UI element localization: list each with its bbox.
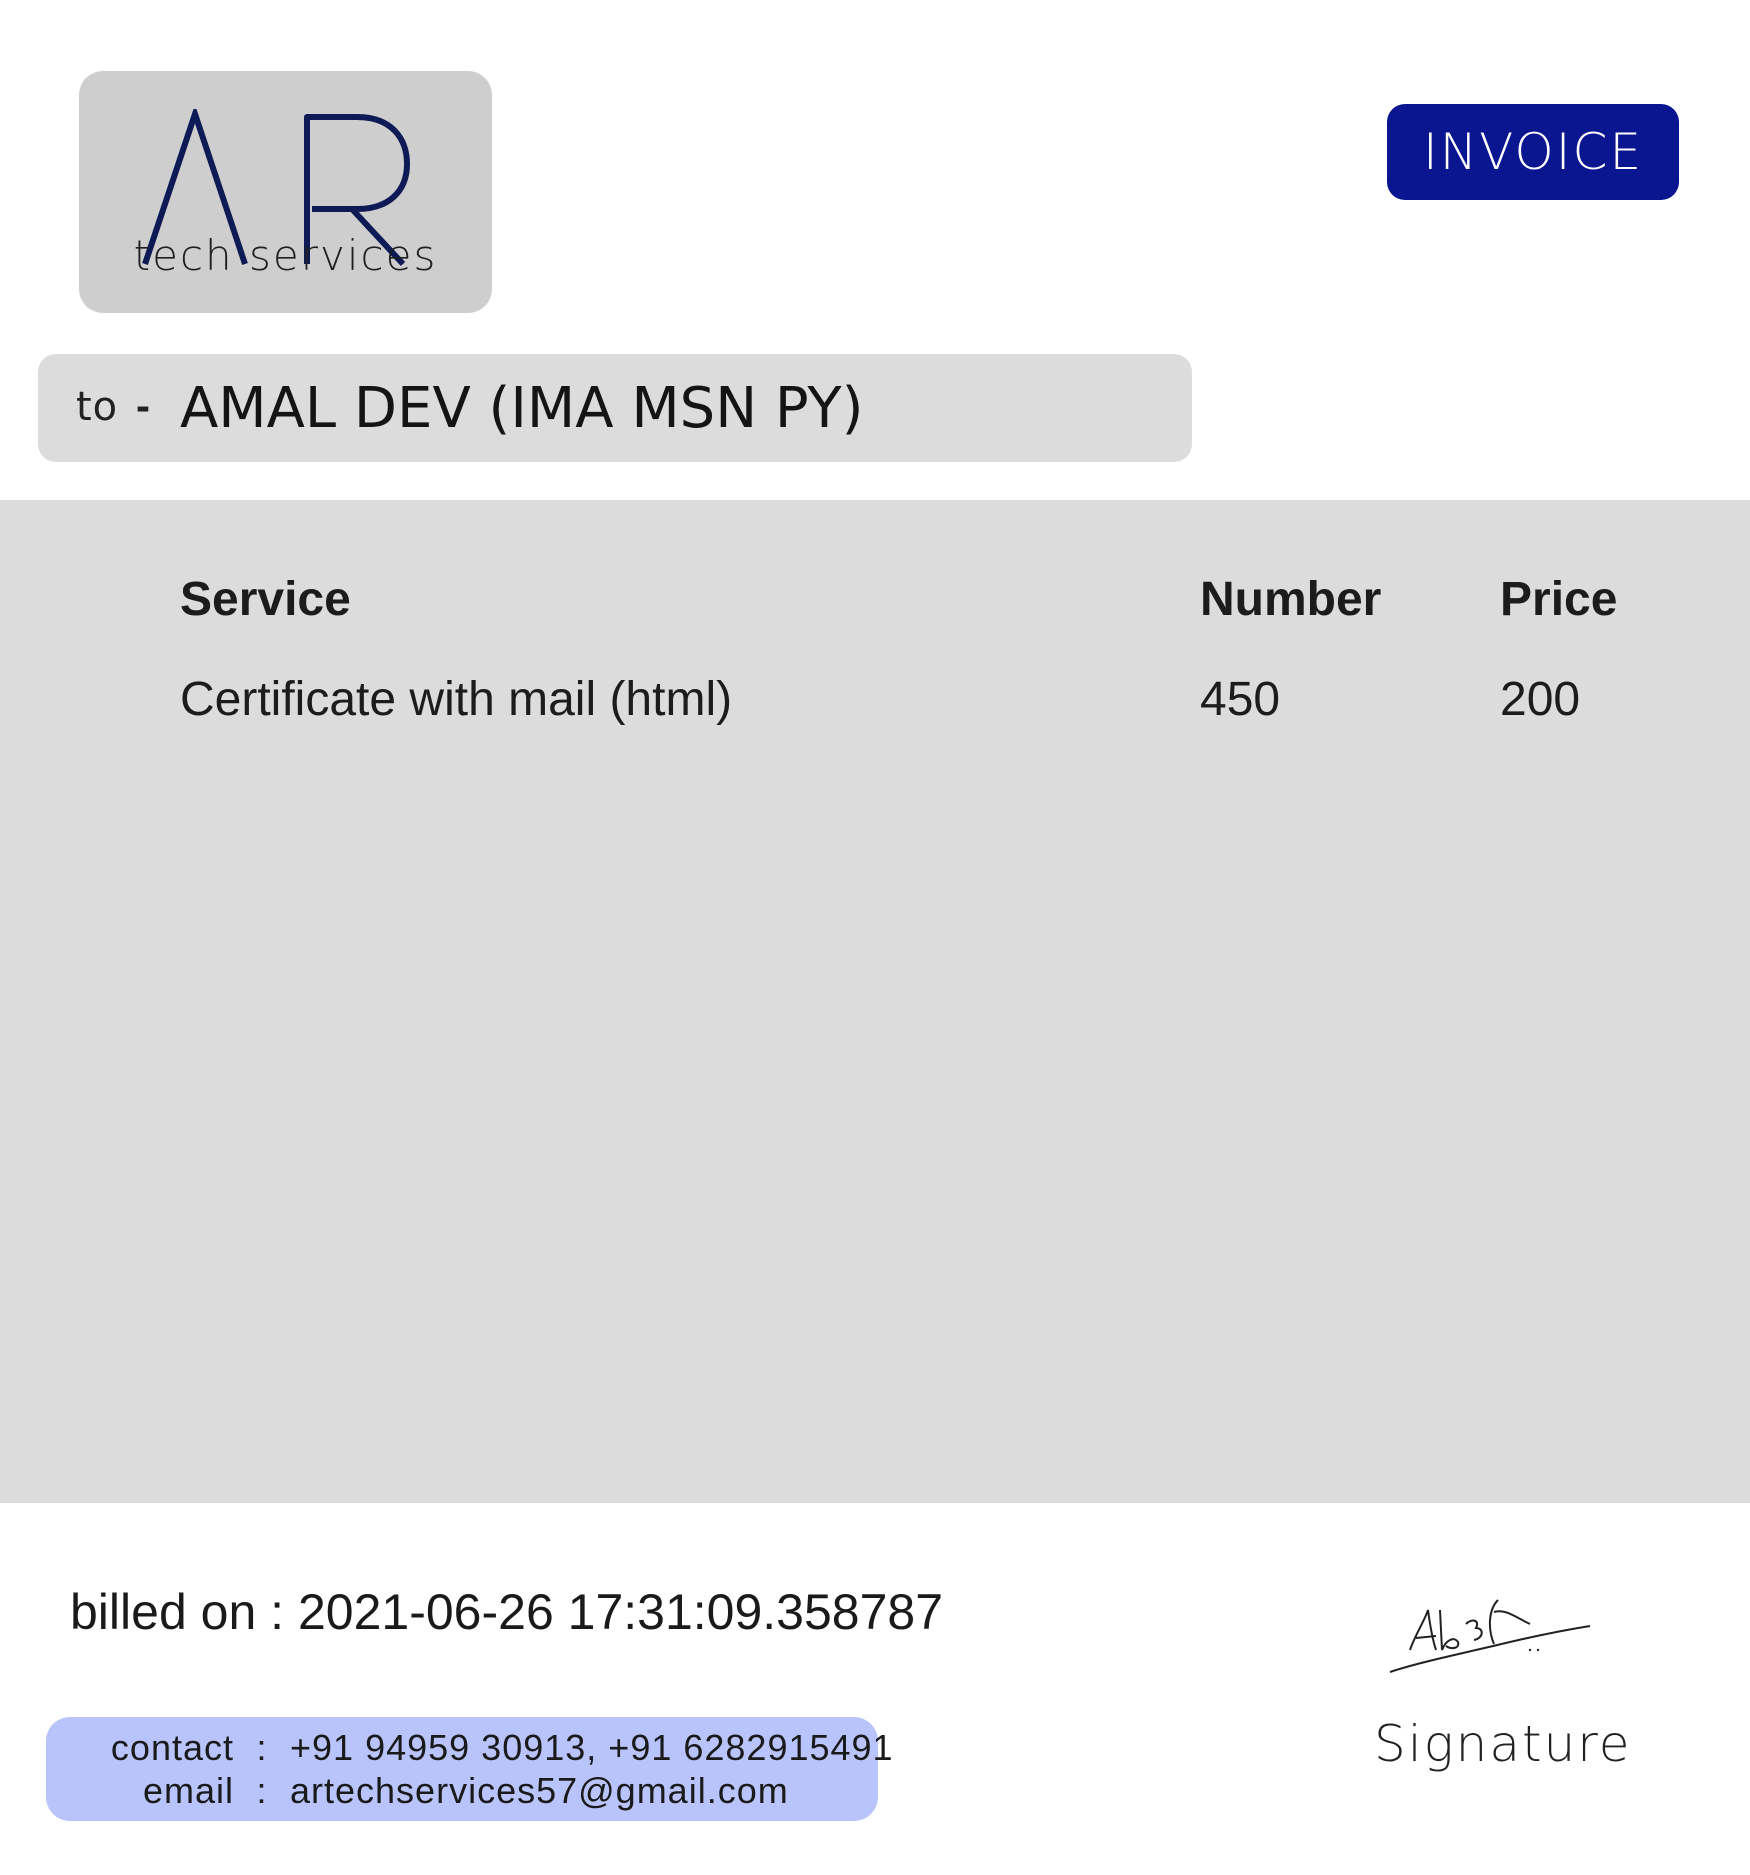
header-service: Service xyxy=(180,573,351,626)
contact-email-row xyxy=(84,1770,789,1812)
billed-label: billed on xyxy=(70,1584,257,1640)
billed-timestamp: 2021-06-26 17:31:09.358787 xyxy=(297,1584,944,1640)
contact-email-label: email xyxy=(142,1770,234,1811)
contact-email-separator: : xyxy=(256,1770,268,1811)
billed-separator: : xyxy=(270,1584,285,1640)
contact-email-value: artechservices57@gmail.com xyxy=(290,1770,789,1811)
row-price: 200 xyxy=(1500,673,1581,726)
company-logo xyxy=(79,71,492,313)
signature-image xyxy=(1380,1580,1600,1680)
header-price: Price xyxy=(1500,573,1618,626)
signature-label: Signature xyxy=(1374,1715,1632,1773)
header-number: Number xyxy=(1200,573,1382,626)
recipient-bar xyxy=(38,354,1192,462)
logo-subtitle: tech services xyxy=(133,231,438,280)
invoice-items-table xyxy=(0,500,1750,1503)
contact-phone-separator: : xyxy=(256,1727,268,1768)
invoice-badge: INVOICE xyxy=(1387,104,1679,200)
recipient-prefix: to xyxy=(76,384,119,430)
row-service: Certificate with mail (html) xyxy=(180,673,733,726)
recipient-name: AMAL DEV (IMA MSN PY) xyxy=(180,376,864,441)
row-number: 450 xyxy=(1200,673,1281,726)
recipient-separator: - xyxy=(136,382,150,429)
billed-on xyxy=(70,1583,943,1641)
contact-phone-label: contact xyxy=(110,1727,234,1768)
contact-box xyxy=(46,1717,894,1821)
contact-phone-value: +91 94959 30913, +91 6282915491 xyxy=(290,1727,894,1768)
contact-phone-row xyxy=(84,1727,894,1769)
